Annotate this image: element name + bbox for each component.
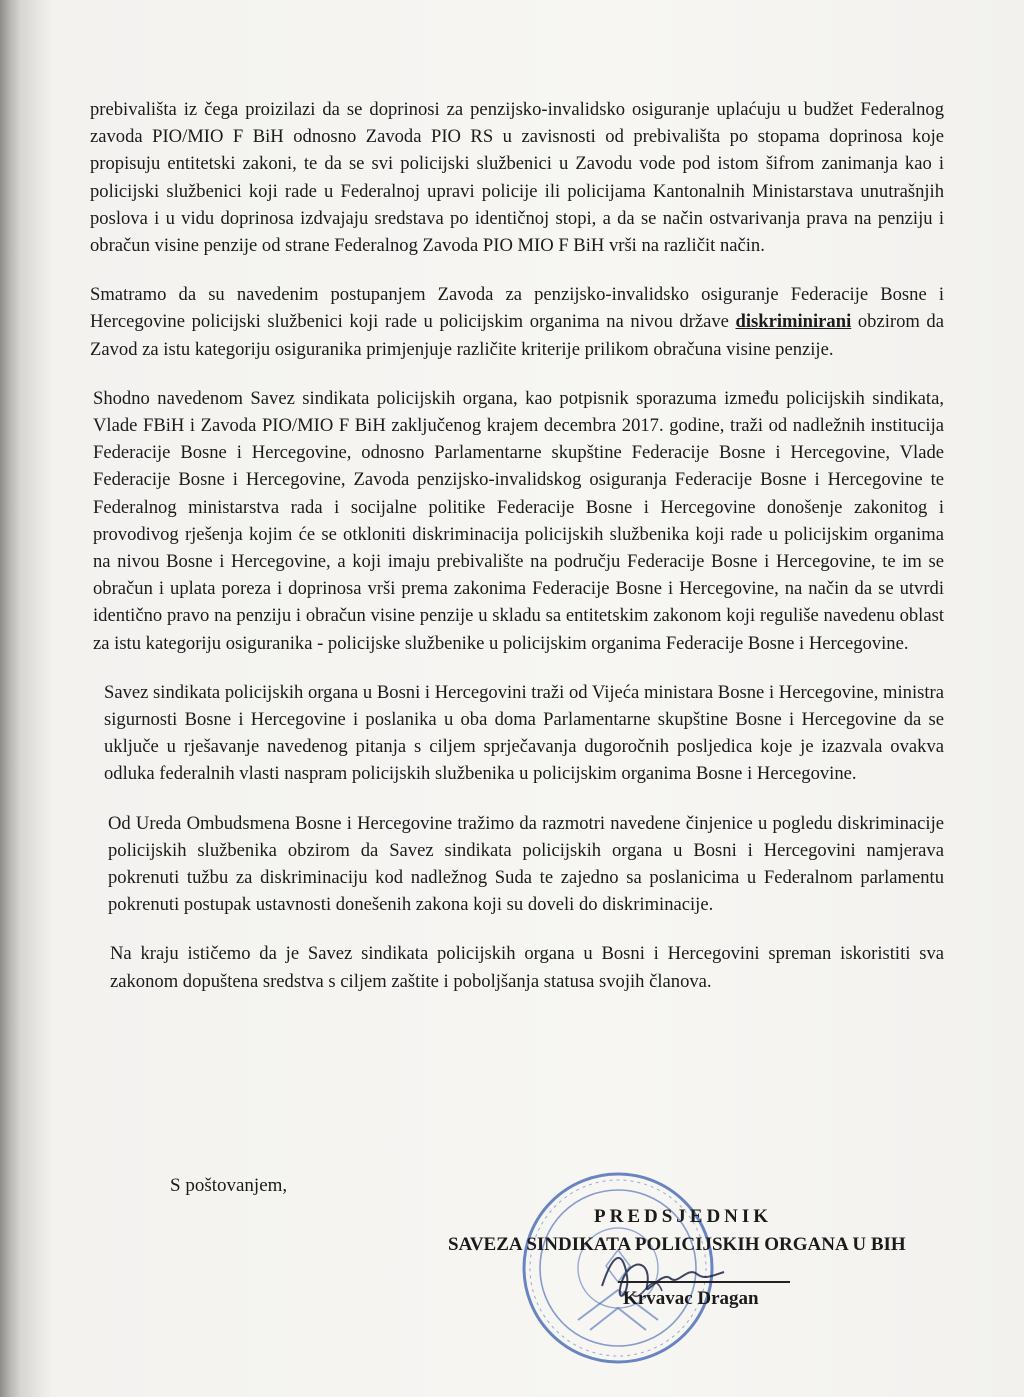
document-body <box>88 96 944 1017</box>
signatory-title: PREDSJEDNIK <box>594 1206 773 1227</box>
signature-line <box>618 1281 790 1283</box>
paragraph-ombudsman: Od Ureda Ombudsmena Bosne i Hercegovine tražimo da razmotri navedene činjenice u pogledu diskriminacije policijskih službenika obzirom da Savez sindikata policijskih organa u Bosni i Hercegovini namjerava pokrenuti tužbu za diskriminaciju kod nadležnog Suda te zajedno sa poslanicima u Federalnom parlamentu pokrenuti postupak ustavnosti donešenih zakona koji su doveli do diskriminacije. <box>108 812 944 916</box>
signatory-organization: SAVEZA SINDIKATA POLICIJSKIH ORGANA U BIH <box>448 1234 906 1255</box>
paragraph-discrimination-text-start: Smatramo da su navedenim postupanjem Zavoda za penzijsko-invalidsko osiguranje Federacije Bosne i Hercegovine policijski službenici koji rade u policijskim organima na nivou države <box>90 284 944 333</box>
emphasis-discriminated: diskriminirani <box>735 311 852 333</box>
paragraph-council-of-ministers: Savez sindikata policijskih organa u Bosni i Hercegovini traži od Vijeća ministara Bosne i Hercegovine, ministra sigurnosti Bosne i Hercegovine i poslanika u oba doma Parlamentarne skupštine Bosne i Hercegovine da se uključe u rješavanje navedenog pitanja s ciljem sprječavanja dugoročnih posljedica koje je izazvala ovakva odluka federalnih vlasti naspram policijskih službenika u policijskim organima Bosne i Hercegovine. <box>104 681 944 785</box>
paragraph-closing: Na kraju ističemo da je Savez sindikata policijskih organa u Bosni i Hercegovini spreman iskoristiti sva zakonom dopuštena sredstva s ciljem zaštite i poboljšanja statusa svojih članova. <box>110 943 944 992</box>
paragraph-contributions: prebivališta iz čega proizilazi da se doprinosi za penzijsko-invalidsko osiguranje uplaćuju u budžet Federalnog zavoda PIO/MIO F BiH odnosno Zavoda PIO RS u zavisnosti od prebivališta po stopama doprinosa koje propisuju entitetski zakoni, te da se svi policijski službenici u Zavodu vode pod istom šifrom zanimanja kao i policijski službenici koji rade u Federalnoj upravi policije ili policijama Kantonalnih Ministarstava unutrašnjih poslova i u vidu doprinosa izdvajaju sredstava po identičnoj stopi, a da se način ostvarivanja prava na penziju i obračun visine penzije od strane Federalnog Zavoda PIO MIO F BiH vrši na različit način. <box>90 99 944 257</box>
greeting: S poštovanjem, <box>170 1175 288 1196</box>
paragraph-discrimination <box>88 281 944 363</box>
page-shadow-edge <box>0 0 22 1397</box>
paragraph-demand: Shodno navedenom Savez sindikata policijskih organa, kao potpisnik sporazuma između policijskih sindikata, Vlade FBiH i Zavoda PIO/MIO F BiH zaključenog krajem decembra 2017. godine, traži od nadležnih institucija Federacije Bosne i Hercegovine, odnosno Parlamentarne skupštine Federacije Bosne i Hercegovine, Vlade Federacije Bosne i Hercegovine, Zavoda penzijsko-invalidskog osiguranja Federacije Bosne i Hercegovine te Federalnog ministarstva rada i socijalne politike Federacije Bosne i Hercegovine donošenje zakonitog i provodivog rješenja kojim će se otkloniti diskriminacija policijskih službenika koji rade u policijskim organima na nivou Bosne i Hercegovine, a koji imaju prebivalište na području Federacije Bosne i Hercegovine, te im se obračun i uplata poreza i doprinosa vrši prema zakonima Federacije Bosne i Hercegovine, na način da se utvrdi identično pravo na penziju i obračun visine penzije u skladu sa entitetskim zakonom koji reguliše navedenu oblast za istu kategoriju osiguranika - policijske službenike u policijskim organima Federacije Bosne i Hercegovine. <box>93 387 944 654</box>
paragraph-discrimination-text-end: obzirom da Zavod za istu kategoriju osiguranika primjenjuje različite kriterije prilikom obračuna visine penzije. <box>90 311 944 360</box>
signatory-name: Krvavac Dragan <box>623 1288 759 1309</box>
